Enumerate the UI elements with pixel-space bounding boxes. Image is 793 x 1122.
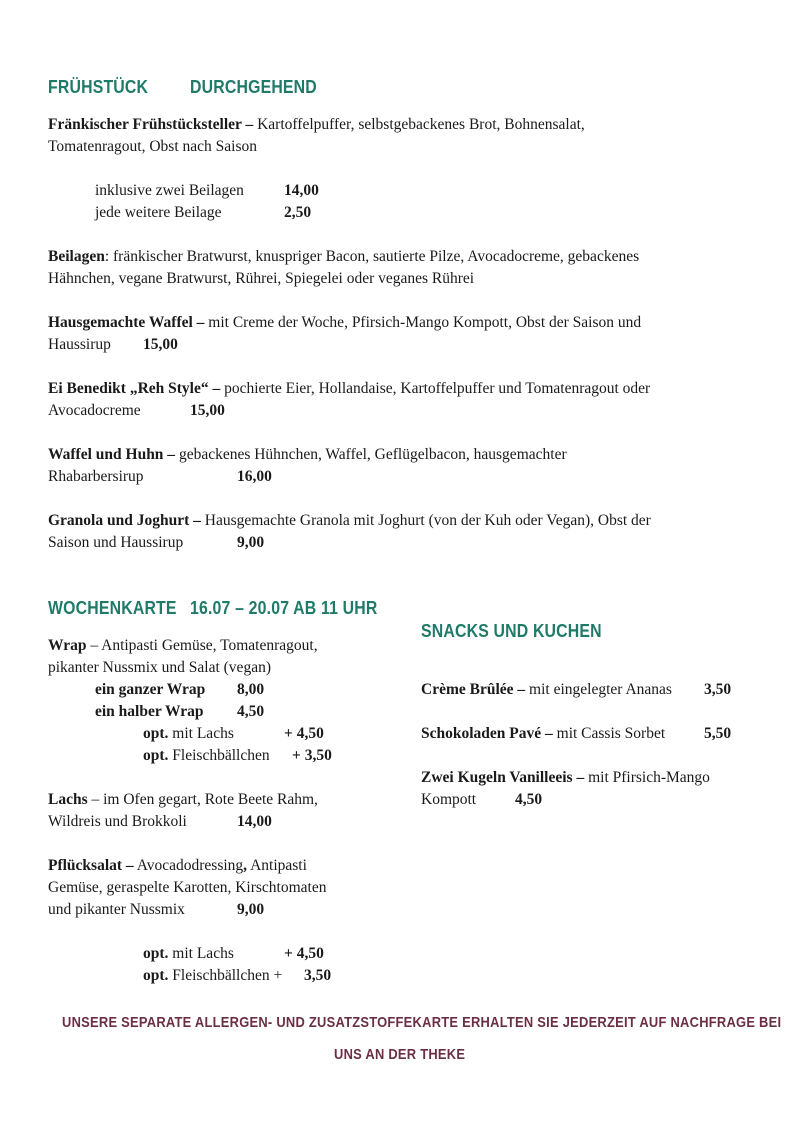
menu-item-schokoladen-pave bbox=[421, 723, 665, 745]
item-desc-line2: Wildreis und Brokkoli bbox=[48, 813, 187, 830]
item-price: 4,50 bbox=[515, 791, 543, 808]
menu-item-waffel-huhn bbox=[48, 444, 567, 466]
section-heading-wochenkarte: WOCHENKARTE bbox=[48, 598, 177, 618]
opt-label: opt. bbox=[143, 967, 169, 984]
item-price: 16,00 bbox=[237, 468, 272, 485]
item-price: 15,00 bbox=[190, 402, 225, 419]
menu-item-lachs bbox=[48, 789, 318, 811]
item-desc: mit eingelegter Ananas bbox=[525, 681, 672, 698]
option-price: 2,50 bbox=[284, 204, 312, 221]
menu-item-ei-benedikt bbox=[48, 378, 650, 400]
item-desc-line2: Gemüse, geraspelte Karotten, Kirschtomaten bbox=[48, 879, 327, 896]
option-price: 14,00 bbox=[284, 182, 319, 199]
item-price: 15,00 bbox=[143, 336, 178, 353]
item-price: 5,50 bbox=[704, 725, 732, 742]
section-heading-note: DURCHGEHEND bbox=[190, 77, 317, 97]
size-price: 8,00 bbox=[237, 681, 265, 698]
item-name: Granola und Joghurt – bbox=[48, 512, 201, 529]
item-desc: Hausgemachte Granola mit Joghurt (von der Kuh oder Vegan), Obst der bbox=[200, 512, 651, 529]
allergen-notice-line1: UNSERE SEPARATE ALLERGEN- UND ZUSATZSTOFFEKARTE ERHALTEN SIE JEDERZEIT AUF NACHFRAGE BEI bbox=[62, 1014, 782, 1031]
item-name: Lachs bbox=[48, 791, 88, 808]
extra-price: + 4,50 bbox=[284, 945, 324, 962]
item-desc: mit Pfirsich-Mango bbox=[584, 769, 710, 786]
size-price: 4,50 bbox=[237, 703, 265, 720]
item-desc: mit Creme der Woche, Pfirsich-Mango Kompott, Obst der Saison und bbox=[204, 314, 642, 331]
menu-item-beilagen bbox=[48, 246, 639, 268]
extra-label: mit Lachs bbox=[168, 725, 234, 742]
item-name: Zwei Kugeln Vanilleeis – bbox=[421, 769, 585, 786]
menu-item-wrap bbox=[48, 635, 318, 657]
opt-label: opt. bbox=[143, 945, 169, 962]
extra-option bbox=[143, 965, 282, 987]
extra-option bbox=[143, 943, 234, 965]
size-label: ein ganzer Wrap bbox=[95, 681, 206, 698]
extra-price: + 3,50 bbox=[292, 747, 332, 764]
item-desc-line2: Tomatenragout, Obst nach Saison bbox=[48, 138, 257, 155]
item-desc-line2: Haussirup bbox=[48, 336, 111, 353]
item-name: Beilagen bbox=[48, 248, 105, 265]
item-desc: : fränkischer Bratwurst, knuspriger Bacon, sautierte Pilze, Avocadocreme, gebackenes bbox=[104, 248, 640, 265]
menu-item-pfluecksalat bbox=[48, 855, 307, 877]
item-desc: Antipasti bbox=[247, 857, 307, 874]
item-desc-line2: Kompott bbox=[421, 791, 477, 808]
item-name: Pflücksalat – bbox=[48, 857, 134, 874]
item-desc-line2: pikanter Nussmix und Salat (vegan) bbox=[48, 659, 271, 676]
opt-label: opt. bbox=[143, 747, 169, 764]
item-name: Crème Brûlée – bbox=[421, 681, 526, 698]
extra-label: Fleischbällchen + bbox=[168, 967, 283, 984]
item-price: 3,50 bbox=[704, 681, 732, 698]
item-desc-line2: Saison und Haussirup bbox=[48, 534, 184, 551]
menu-item-vanilleeis bbox=[421, 767, 710, 789]
menu-item-granola bbox=[48, 510, 651, 532]
allergen-notice-line2: UNS AN DER THEKE bbox=[334, 1046, 466, 1063]
opt-label: opt. bbox=[143, 725, 169, 742]
extra-option bbox=[143, 723, 234, 745]
option-label: jede weitere Beilage bbox=[95, 204, 222, 221]
item-price: 14,00 bbox=[237, 813, 272, 830]
item-price: 9,00 bbox=[237, 901, 265, 918]
section-heading-fruehstueck: FRÜHSTÜCK bbox=[48, 77, 149, 97]
item-desc-line2: Avocadocreme bbox=[48, 402, 141, 419]
menu-item-creme-brulee bbox=[421, 679, 672, 701]
extra-price: 3,50 bbox=[304, 967, 332, 984]
item-name: Schokoladen Pavé – bbox=[421, 725, 553, 742]
item-desc-line2: Rhabarbersirup bbox=[48, 468, 144, 485]
item-desc-line2: Hähnchen, vegane Bratwurst, Rührei, Spiegelei oder veganes Rührei bbox=[48, 270, 475, 287]
item-desc-comma: , bbox=[243, 857, 248, 874]
item-desc: – Antipasti Gemüse, Tomatenragout, bbox=[86, 637, 318, 654]
item-desc-line3: und pikanter Nussmix bbox=[48, 901, 185, 918]
extra-price: + 4,50 bbox=[284, 725, 324, 742]
item-desc: gebackenes Hühnchen, Waffel, Geflügelbacon, hausgemachter bbox=[175, 446, 567, 463]
item-desc: pochierte Eier, Hollandaise, Kartoffelpuffer und Tomatenragout oder bbox=[220, 380, 651, 397]
size-label: ein halber Wrap bbox=[95, 703, 204, 720]
item-name: Waffel und Huhn – bbox=[48, 446, 176, 463]
item-desc: mit Cassis Sorbet bbox=[552, 725, 666, 742]
menu-item-fraenkischer bbox=[48, 114, 585, 136]
item-name: Hausgemachte Waffel – bbox=[48, 314, 205, 331]
item-price: 9,00 bbox=[237, 534, 265, 551]
extra-label: Fleischbällchen bbox=[168, 747, 270, 764]
menu-item-waffel bbox=[48, 312, 641, 334]
item-desc: Avocadodressing bbox=[133, 857, 244, 874]
extra-label: mit Lachs bbox=[168, 945, 234, 962]
item-name: Fränkischer Frühstücksteller – bbox=[48, 116, 254, 133]
item-name: Ei Benedikt „Reh Style“ – bbox=[48, 380, 221, 397]
section-heading-note: 16.07 – 20.07 AB 11 UHR bbox=[190, 598, 378, 618]
extra-option bbox=[143, 745, 270, 767]
item-name: Wrap bbox=[48, 637, 87, 654]
item-desc: Kartoffelpuffer, selbstgebackenes Brot, Bohnensalat, bbox=[253, 116, 585, 133]
section-heading-snacks: SNACKS UND KUCHEN bbox=[421, 621, 602, 641]
item-desc: – im Ofen gegart, Rote Beete Rahm, bbox=[87, 791, 318, 808]
option-label: inklusive zwei Beilagen bbox=[95, 182, 244, 199]
